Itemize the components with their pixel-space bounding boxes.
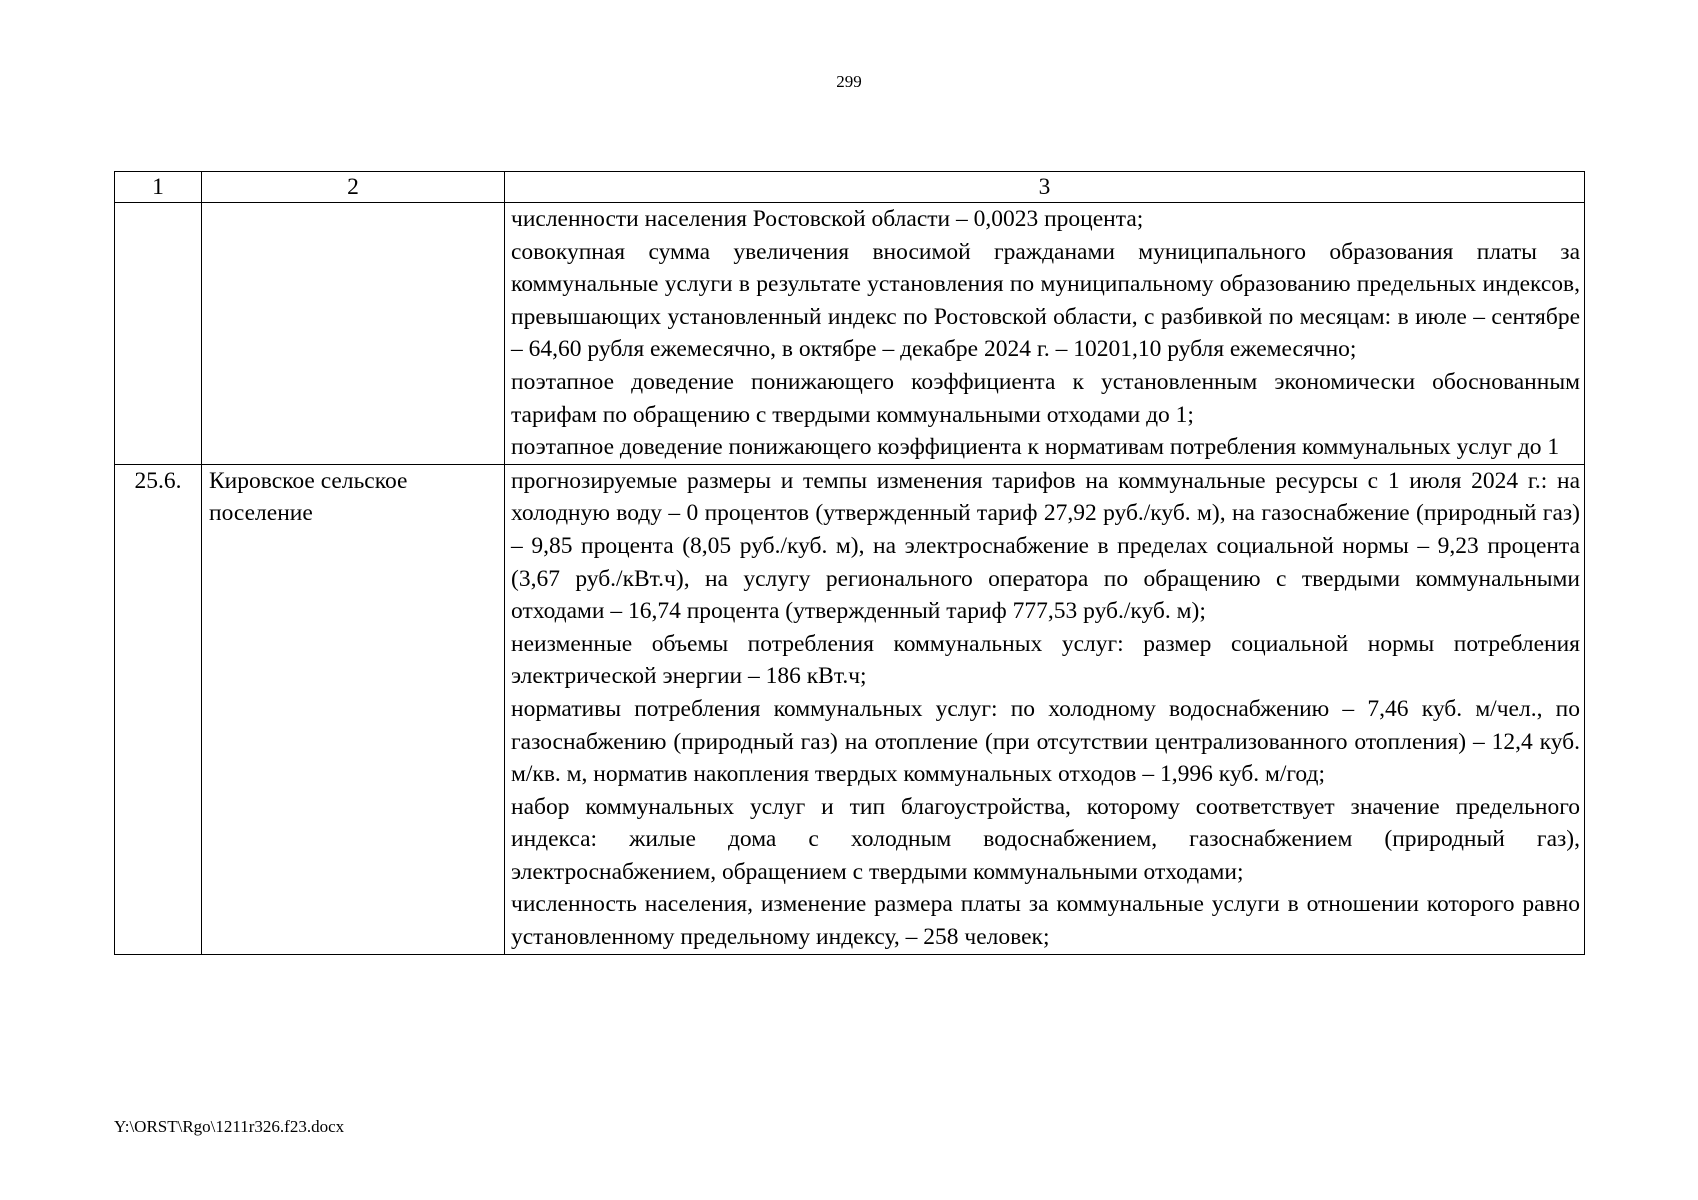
row-number-cell: 25.6. — [115, 464, 202, 954]
description-paragraph: численность населения, изменение размера платы за коммунальные услуги в отношении которого равно установленному предельному индексу, – 258 человек; — [511, 891, 1580, 951]
table-row — [115, 203, 1585, 465]
document-file-path: Y:\ORST\Rgo\1211r326.f23.docx — [114, 1117, 345, 1136]
description-paragraph: численности населения Ростовской области – 0,0023 процента; — [511, 206, 1144, 232]
description-paragraph: поэтапное доведение понижающего коэффициента к установленным экономически обоснованным тарифам по обращению с твердыми коммунальными отходами до 1; — [511, 368, 1580, 428]
document-table — [114, 171, 1585, 955]
column-header-3: 3 — [505, 172, 1585, 203]
description-paragraph: поэтапное доведение понижающего коэффициента к нормативам потребления коммунальных услуг до 1 — [511, 434, 1560, 461]
description-paragraph: совокупная сумма увеличения вносимой гражданами муниципального образования платы за коммунальные услуги в результате установления по муниципальному образованию предельных индексов, превышающих установленный индекс по Ростовской области, с разбивкой по месяцам: в июле – сентябре – 64,60 рубля ежемесячно, в октябре – декабре 2024 г. – 10201,10 рубля ежемесячно; — [511, 238, 1580, 363]
row-number-cell — [115, 203, 202, 465]
table-row — [115, 464, 1585, 954]
municipality-name-cell — [202, 203, 505, 465]
description-paragraph: неизменные объемы потребления коммунальных услуг: размер социальной нормы потребления электрической энергии – 186 кВт.ч; — [511, 630, 1580, 690]
page-number: 299 — [836, 72, 862, 91]
column-header-1: 1 — [115, 172, 202, 203]
description-cell — [505, 464, 1585, 954]
description-paragraph: прогнозируемые размеры и темпы изменения тарифов на коммунальные ресурсы с 1 июля 2024 г.: на холодную воду – 0 процентов (утвержденный тариф 27,92 руб./куб. м), на газоснабжение (природный газ) – 9,85 процента (8,05 руб./куб. м), на электроснабжение в пределах социальной нормы – 9,23 процента (3,67 руб./кВт.ч), на услугу регионального оператора по обращению с твердыми коммунальными отходами – 16,74 процента (утвержденный тариф 777,53 руб./куб. м); — [511, 467, 1580, 625]
description-cell — [505, 203, 1585, 465]
description-paragraph: набор коммунальных услуг и тип благоустройства, которому соответствует значение предельного индекса: жилые дома с холодным водоснабжением, газоснабжением (природный газ), электроснабжением, обращением с твердыми коммунальными отходами; — [511, 793, 1580, 885]
column-header-2: 2 — [202, 172, 505, 203]
description-paragraph: нормативы потребления коммунальных услуг: по холодному водоснабжению – 7,46 куб. м/чел., по газоснабжению (природный газ) на отопление (при отсутствии централизованного отопления) – 12,4 куб. м/кв. м, норматив накопления твердых коммунальных отходов – 1,996 куб. м/год; — [511, 695, 1580, 788]
table-header-row — [115, 172, 1585, 203]
municipality-name-cell: Кировское сельское поселение — [202, 464, 505, 954]
